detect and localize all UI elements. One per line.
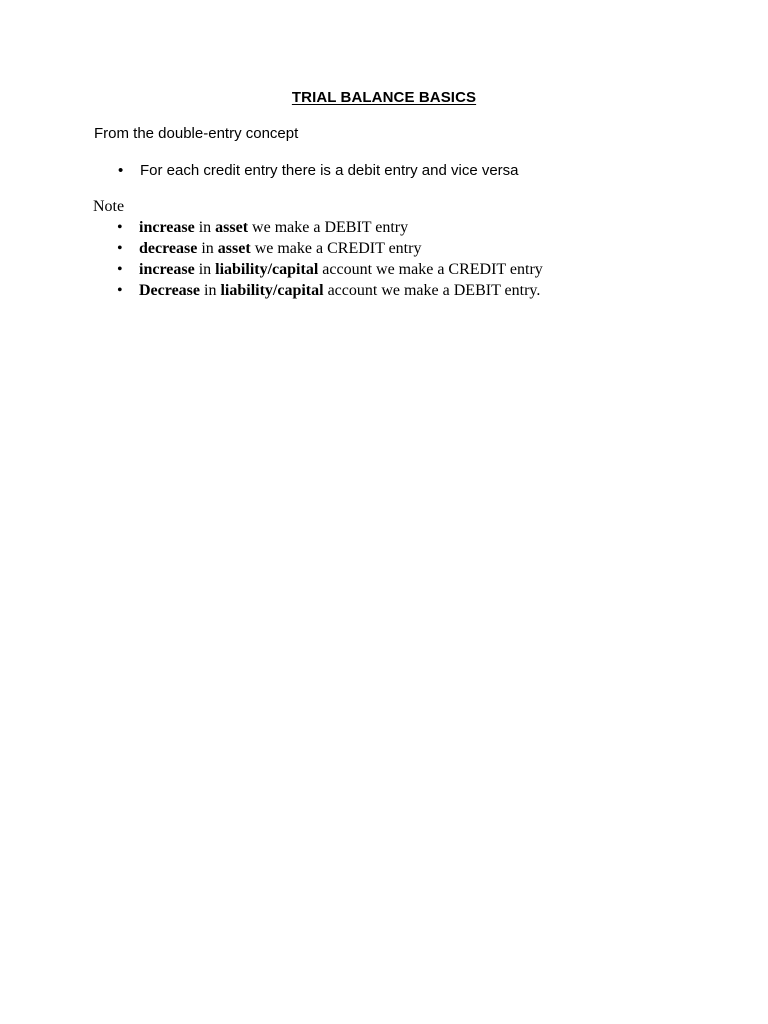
note-rest: we make a DEBIT entry — [248, 219, 409, 236]
note-connector: in — [197, 240, 218, 257]
note-rest: account we make a CREDIT entry — [318, 261, 543, 278]
note-connector: in — [194, 219, 216, 236]
bullet-icon: • — [117, 282, 123, 299]
concept-bullet-text: For each credit entry there is a debit entry and vice versa — [140, 162, 519, 179]
list-item — [117, 259, 543, 280]
note-account: asset — [215, 219, 249, 236]
note-bullet-list — [117, 217, 543, 301]
note-connector: in — [194, 261, 216, 278]
bullet-icon: • — [117, 261, 123, 278]
list-item — [117, 217, 543, 238]
note-account: liability/capital — [215, 261, 319, 278]
note-term: Decrease — [139, 282, 200, 299]
note-connector: in — [200, 282, 221, 299]
note-account: asset — [217, 240, 251, 257]
note-account: liability/capital — [220, 282, 324, 299]
document-title: TRIAL BALANCE BASICS — [291, 89, 477, 106]
list-item — [118, 161, 519, 181]
note-rest: we make a CREDIT entry — [250, 240, 422, 257]
list-item — [117, 238, 543, 259]
note-label: Note — [93, 198, 125, 215]
note-term: increase — [139, 219, 195, 236]
bullet-icon: • — [117, 219, 123, 236]
intro-text: From the double-entry concept — [94, 125, 299, 142]
note-term: decrease — [139, 240, 198, 257]
note-rest: account we make a DEBIT entry. — [323, 282, 541, 299]
bullet-icon: • — [117, 240, 123, 257]
concept-bullet-list — [118, 161, 519, 181]
list-item — [117, 280, 543, 301]
note-term: increase — [139, 261, 195, 278]
bullet-icon: • — [118, 162, 124, 179]
